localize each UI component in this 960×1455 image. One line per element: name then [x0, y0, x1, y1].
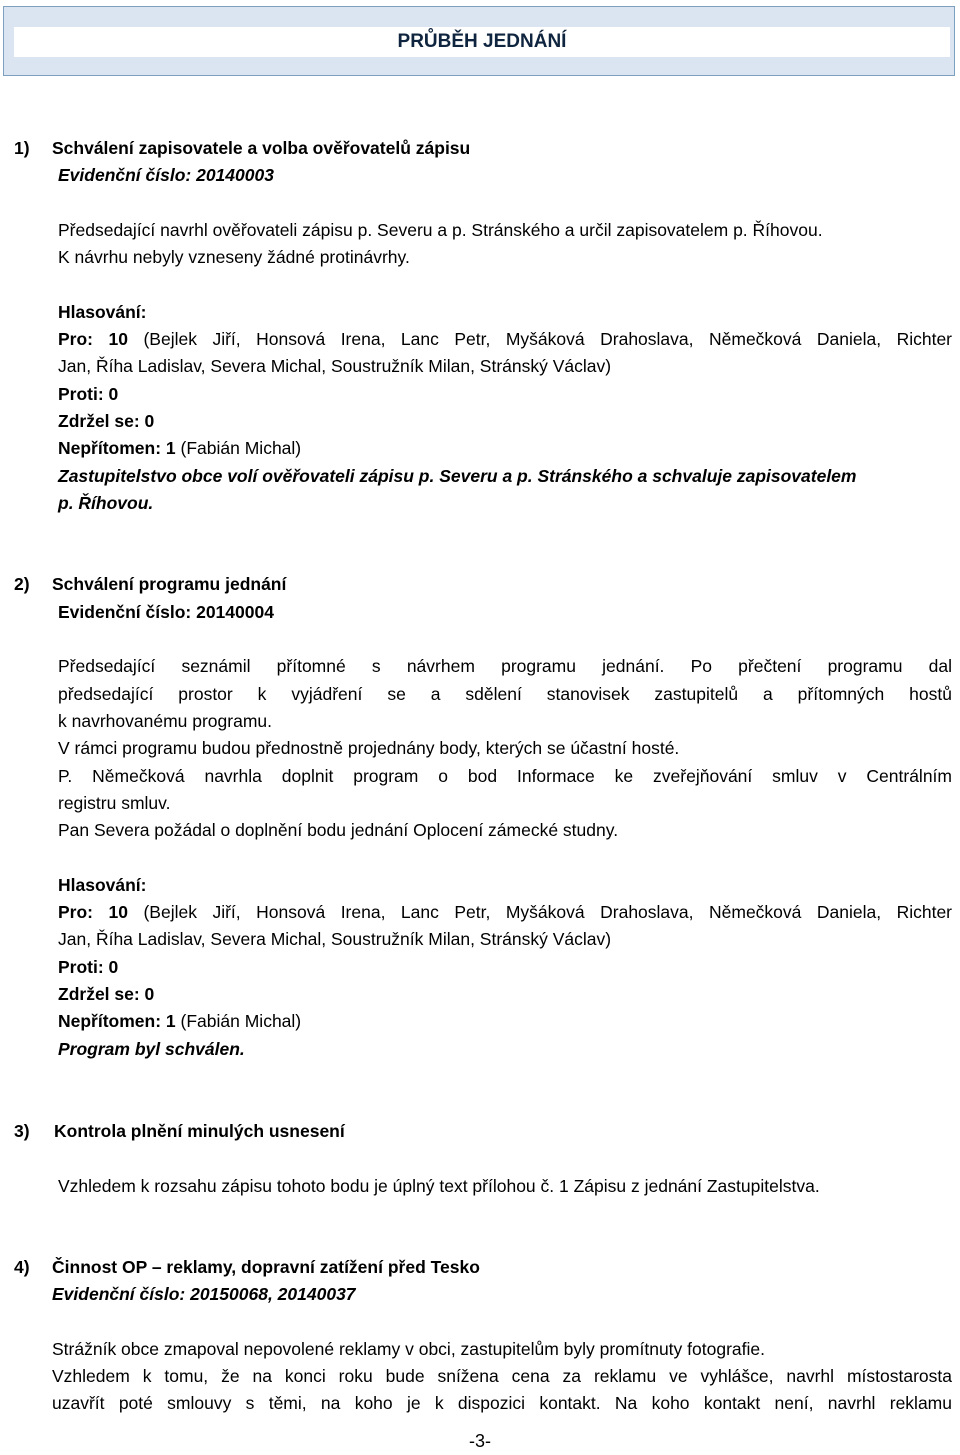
section-1-paragraph-1: Předsedající navrhl ověřovateli zápisu p. Severu a p. Stránského a určil zapisovatelem p. Říhovou. [58, 220, 823, 240]
section-1-result-1: Zastupitelstvo obce volí ověřovateli zápisu p. Severu a p. Stránského a schvaluje zapisovatelem [58, 466, 857, 486]
section-1-zdrzel: Zdržel se: 0 [58, 411, 155, 431]
section-1-pro-label: Pro: 10 [58, 329, 128, 349]
section-1-evid: Evidenční číslo: 20140003 [58, 165, 274, 185]
section-4-number: 4) [14, 1257, 30, 1277]
section-2-zdrzel: Zdržel se: 0 [58, 984, 155, 1004]
section-1-pro-names-1: (Bejlek Jiří, Honsová Irena, Lanc Petr, Myšáková Drahoslava, Němečková Daniela, Richter [143, 329, 953, 349]
section-3-title: Kontrola plnění minulých usnesení [54, 1121, 345, 1141]
page-number: -3- [469, 1431, 491, 1451]
section-1-pro-line-1 [58, 326, 952, 353]
section-4-title: Činnost OP – reklamy, dopravní zatížení před Tesko [52, 1257, 480, 1277]
section-2-paragraph-1-line-2: předsedající prostor k vyjádření se a sdělení stanovisek zastupitelů a přítomných hostů [58, 684, 952, 704]
section-2-result: Program byl schválen. [58, 1039, 245, 1059]
section-1-title: Schválení zapisovatele a volba ověřovatelů zápisu [52, 138, 471, 158]
section-1-nepritomen [58, 435, 301, 462]
section-4-paragraph-2-line-1: Vzhledem k tomu, že na konci roku bude snížena cena za reklamu ve vyhlášce, navrhl místostarosta [52, 1366, 952, 1386]
header-title-box [14, 27, 950, 57]
section-2-number: 2) [14, 574, 30, 594]
section-2-pro-names-1: (Bejlek Jiří, Honsová Irena, Lanc Petr, Myšáková Drahoslava, Němečková Daniela, Richter [143, 902, 953, 922]
section-2-pro-label: Pro: 10 [58, 902, 128, 922]
section-1-nepritomen-names: (Fabián Michal) [180, 438, 302, 458]
section-1-nepritomen-label: Nepřítomen: 1 [58, 438, 176, 458]
section-2-nepritomen-names: (Fabián Michal) [180, 1011, 302, 1031]
section-2-paragraph-3-line-2: registru smluv. [58, 793, 171, 813]
section-1-number: 1) [14, 138, 30, 158]
section-2-nepritomen-label: Nepřítomen: 1 [58, 1011, 176, 1031]
page-title: PRŮBĚH JEDNÁNÍ [397, 31, 567, 52]
section-1-paragraph-2: K návrhu nebyly vzneseny žádné protinávrhy. [58, 247, 410, 267]
section-2-paragraph-4: Pan Severa požádal o doplnění bodu jednání Oplocení zámecké studny. [58, 820, 619, 840]
section-2-pro-names-2: Jan, Říha Ladislav, Severa Michal, Soustružník Milan, Stránský Václav) [58, 929, 612, 949]
section-1-proti: Proti: 0 [58, 384, 119, 404]
section-2-evid: Evidenční číslo: 20140004 [58, 602, 274, 622]
section-2-nepritomen [58, 1008, 301, 1035]
section-2-paragraph-2: V rámci programu budou přednostně projednány body, kterých se účastní hosté. [58, 738, 680, 758]
section-2-proti: Proti: 0 [58, 957, 119, 977]
section-2-paragraph-1-line-3: k navrhovanému programu. [58, 711, 272, 731]
section-3-number: 3) [14, 1121, 30, 1141]
header-banner [3, 6, 955, 76]
section-4-paragraph-1: Strážník obce zmapoval nepovolené reklamy v obci, zastupitelům byly promítnuty fotografie. [52, 1339, 765, 1359]
section-1-result-2: p. Říhovou. [58, 493, 154, 513]
section-2-title: Schválení programu jednání [52, 574, 287, 594]
section-4-paragraph-2-line-2: uzavřít poté smlouvy s těmi, na koho je k dispozici kontakt. Na koho kontakt není, navrhl reklamu [52, 1393, 952, 1413]
section-3-paragraph-1: Vzhledem k rozsahu zápisu tohoto bodu je úplný text přílohou č. 1 Zápisu z jednání Zastupitelstva. [58, 1176, 820, 1196]
section-1-vote-label: Hlasování: [58, 302, 147, 322]
section-2-vote-label: Hlasování: [58, 875, 147, 895]
section-4-evid: Evidenční číslo: 20150068, 20140037 [52, 1284, 356, 1304]
section-2-pro-line-1 [58, 899, 952, 926]
section-2-paragraph-3-line-1: P. Němečková navrhla doplnit program o bod Informace ke zveřejňování smluv v Centrálním [58, 766, 952, 786]
section-1-pro-names-2: Jan, Říha Ladislav, Severa Michal, Soustružník Milan, Stránský Václav) [58, 356, 612, 376]
section-2-paragraph-1-line-1: Předsedající seznámil přítomné s návrhem programu jednání. Po přečtení programu dal [58, 656, 952, 676]
